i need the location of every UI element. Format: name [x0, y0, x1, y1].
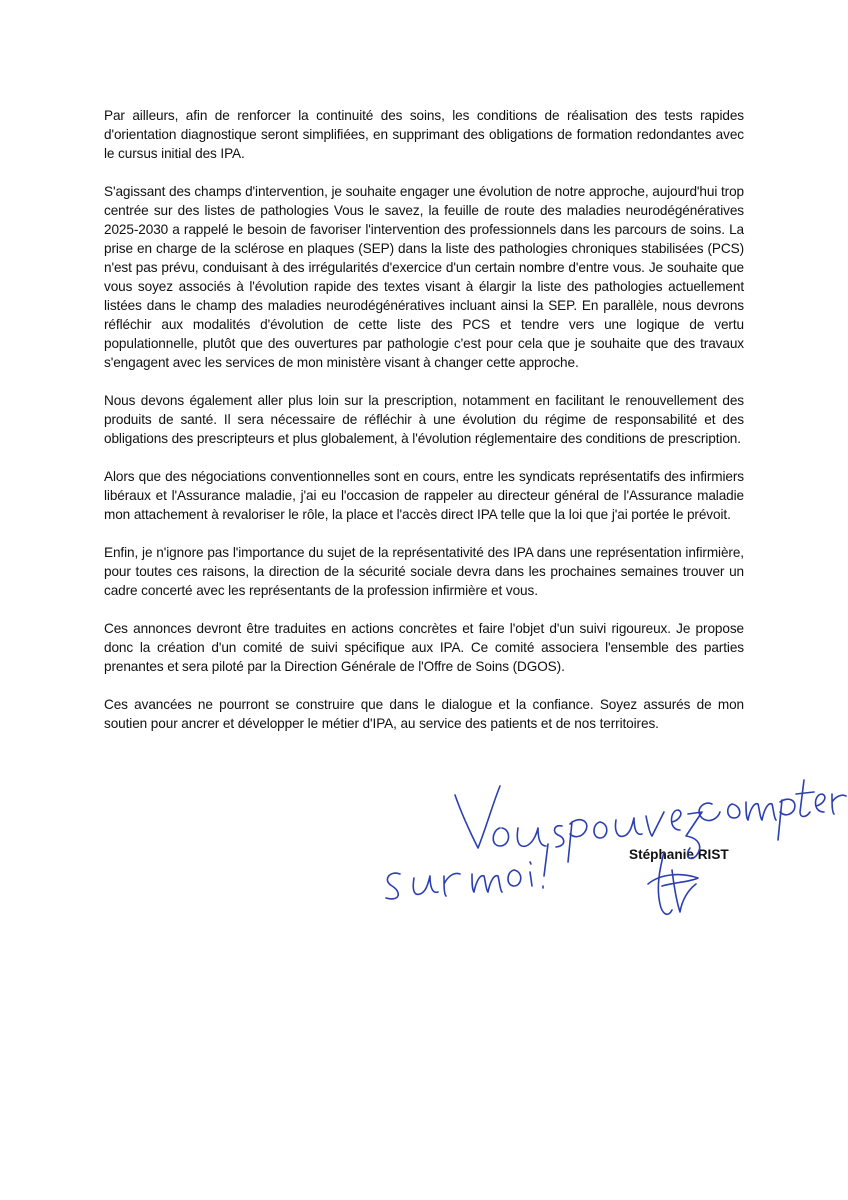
paragraph-fields-of-intervention: S'agissant des champs d'intervention, je souhaite engager une évolution de notre approche, aujourd'hui trop centrée sur des listes de pathologies Vous le savez, la feuille de route des maladies neurodégénératives 2025-2030 a rappelé le besoin de favoriser l'intervention des professionnels dans les parcours de soins. La prise en charge de la sclérose en plaques (SEP) dans la liste des pathologies chroniques stabilisées (PCS) n'est pas prévu, conduisant à des irrégularités d'exercice d'un certain nombre d'entre vous. Je souhaite que vous soyez associés à l'évolution rapide des textes visant à élargir la liste des pathologies actuellement listées dans le champ des maladies neurodégénératives incluant ainsi la SEP. En parallèle, nous devrons réfléchir aux modalités d'évolution de cette liste des PCS et tendre vers une logique de vertu populationnelle, plutôt que des ouvertures par pathologie c'est pour cela que je souhaite que des travaux s'engagent avec les services de mon ministère visant à changer cette approche.: [104, 184, 744, 370]
paragraph-representativeness: Enfin, je n'ignore pas l'importance du sujet de la représentativité des IPA dans une représentation infirmière, pour toutes ces raisons, la direction de la sécurité sociale devra dans les prochaines semaines trouver un cadre concerté avec les représentants de la profession infirmière et vous.: [104, 545, 744, 598]
signatory-name: Stéphanie RIST: [629, 847, 729, 862]
paragraph-continuity-of-care: Par ailleurs, afin de renforcer la continuité des soins, les conditions de réalisation des tests rapides d'orientation diagnostique seront simplifiées, en supprimant des obligations de formation redondantes avec le cursus initial des IPA.: [104, 108, 744, 161]
paragraph-negotiations: Alors que des négociations conventionnelles sont en cours, entre les syndicats représentatifs des infirmiers libéraux et l'Assurance maladie, j'ai eu l'occasion de rappeler au directeur général de l'Assurance maladie mon attachement à revaloriser le rôle, la place et l'accès direct IPA telle que la loi que j'ai portée le prévoit.: [104, 469, 744, 522]
paragraph-prescription: Nous devons également aller plus loin sur la prescription, notamment en facilitant le renouvellement des produits de santé. Il sera nécessaire de réfléchir à une évolution du régime de responsabilité et des obligations des prescripteurs et plus globalement, à l'évolution réglementaire des conditions de prescription.: [104, 393, 744, 446]
paragraph-closing: Ces avancées ne pourront se construire que dans le dialogue et la confiance. Soyez assurés de mon soutien pour ancrer et développer le métier d'IPA, au service des patients et de nos territoires.: [104, 697, 744, 731]
paragraph-follow-up-committee: Ces annonces devront être traduites en actions concrètes et faire l'objet d'un suivi rigoureux. Je propose donc la création d'un comité de suivi spécifique aux IPA. Ce comité associera l'ensemble des parties prenantes et sera piloté par la Direction Générale de l'Offre de Soins (DGOS).: [104, 621, 744, 674]
letter-body: [104, 106, 744, 752]
